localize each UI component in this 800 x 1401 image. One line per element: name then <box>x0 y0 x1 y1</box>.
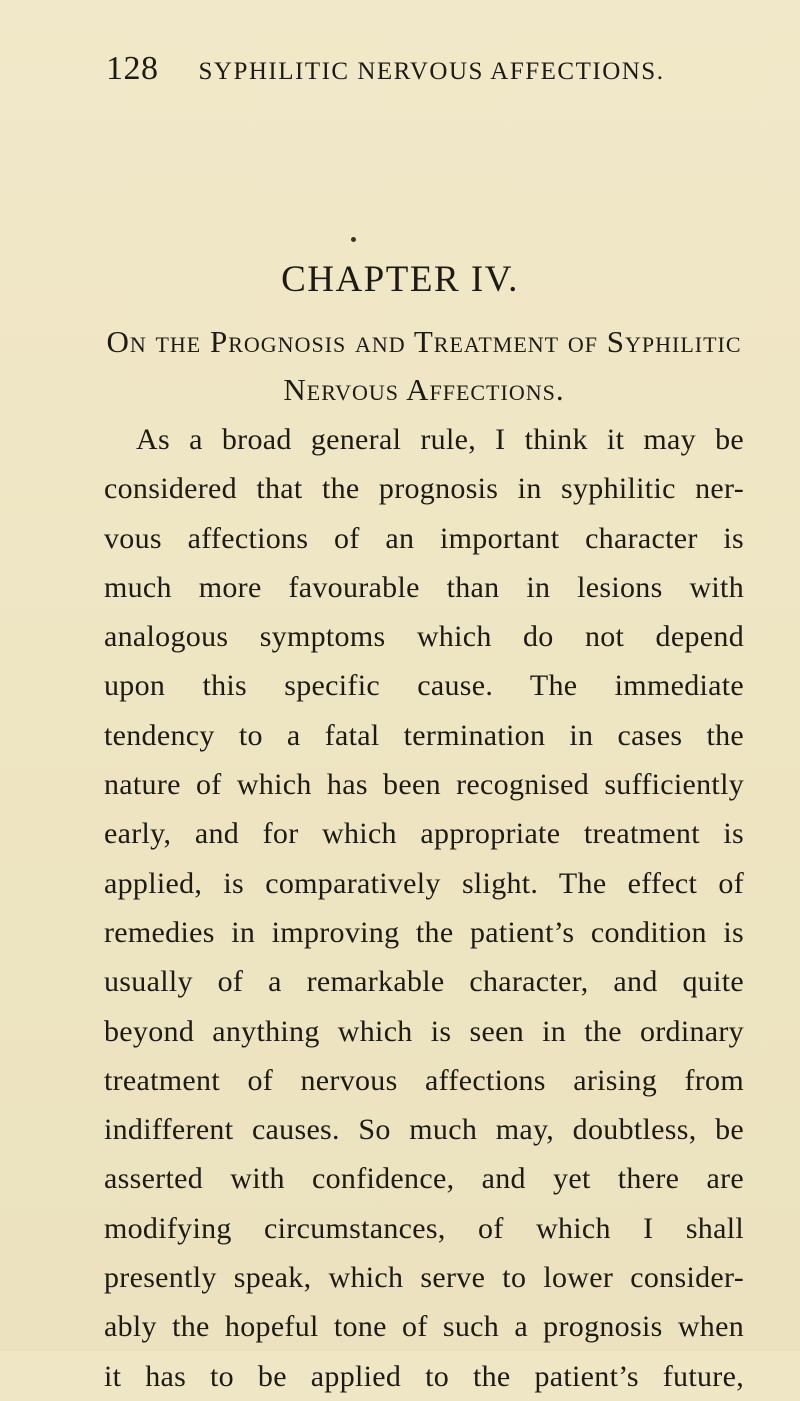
text-line: As a broad general rule, I think it may be <box>136 423 744 456</box>
text-line: upon this specific cause. The immediate <box>104 669 744 703</box>
text-line: vous affections of an important character is <box>104 521 744 555</box>
print-speck <box>351 237 356 242</box>
text-line: much more favourable than in lesions with <box>104 570 744 604</box>
text-line: indifferent causes. So much may, doubtless, be <box>104 1113 744 1147</box>
text-line: asserted with confidence, and yet there are <box>104 1162 744 1196</box>
text-line: presently speak, which serve to lower consider- <box>104 1261 744 1295</box>
chapter-subtitle-line-1: On the Prognosis and Treatment of Syphilitic <box>106 324 742 359</box>
text-line: early, and for which appropriate treatment is <box>104 817 744 851</box>
text-line: nature of which has been recognised sufficiently <box>104 768 744 802</box>
running-title: SYPHILITIC NERVOUS AFFECTIONS. <box>198 58 665 85</box>
text-line: applied, is comparatively slight. The effect of <box>104 866 744 900</box>
text-line: it has to be applied to the patient’s future, <box>104 1359 744 1393</box>
text-line: ably the hopeful tone of such a prognosis when <box>104 1310 744 1344</box>
chapter-heading: CHAPTER IV. <box>281 259 519 300</box>
page-number: 128 <box>106 50 159 87</box>
text-line: beyond anything which is seen in the ordinary <box>104 1014 744 1048</box>
text-line: usually of a remarkable character, and quite <box>104 965 744 999</box>
chapter-subtitle <box>104 318 744 414</box>
text-line: analogous symptoms which do not depend <box>104 620 744 654</box>
chapter-subtitle-line-2: Nervous Affections. <box>283 372 565 407</box>
text-line: modifying circumstances, of which I shall <box>104 1211 744 1245</box>
running-head <box>106 50 736 88</box>
text-line: treatment of nervous affections arising from <box>104 1063 744 1097</box>
text-line: tendency to a fatal termination in cases the <box>104 718 744 752</box>
body-paragraph <box>104 415 744 1401</box>
text-line: remedies in improving the patient’s condition is <box>104 915 744 949</box>
text-line: considered that the prognosis in syphilitic ner- <box>104 472 744 506</box>
